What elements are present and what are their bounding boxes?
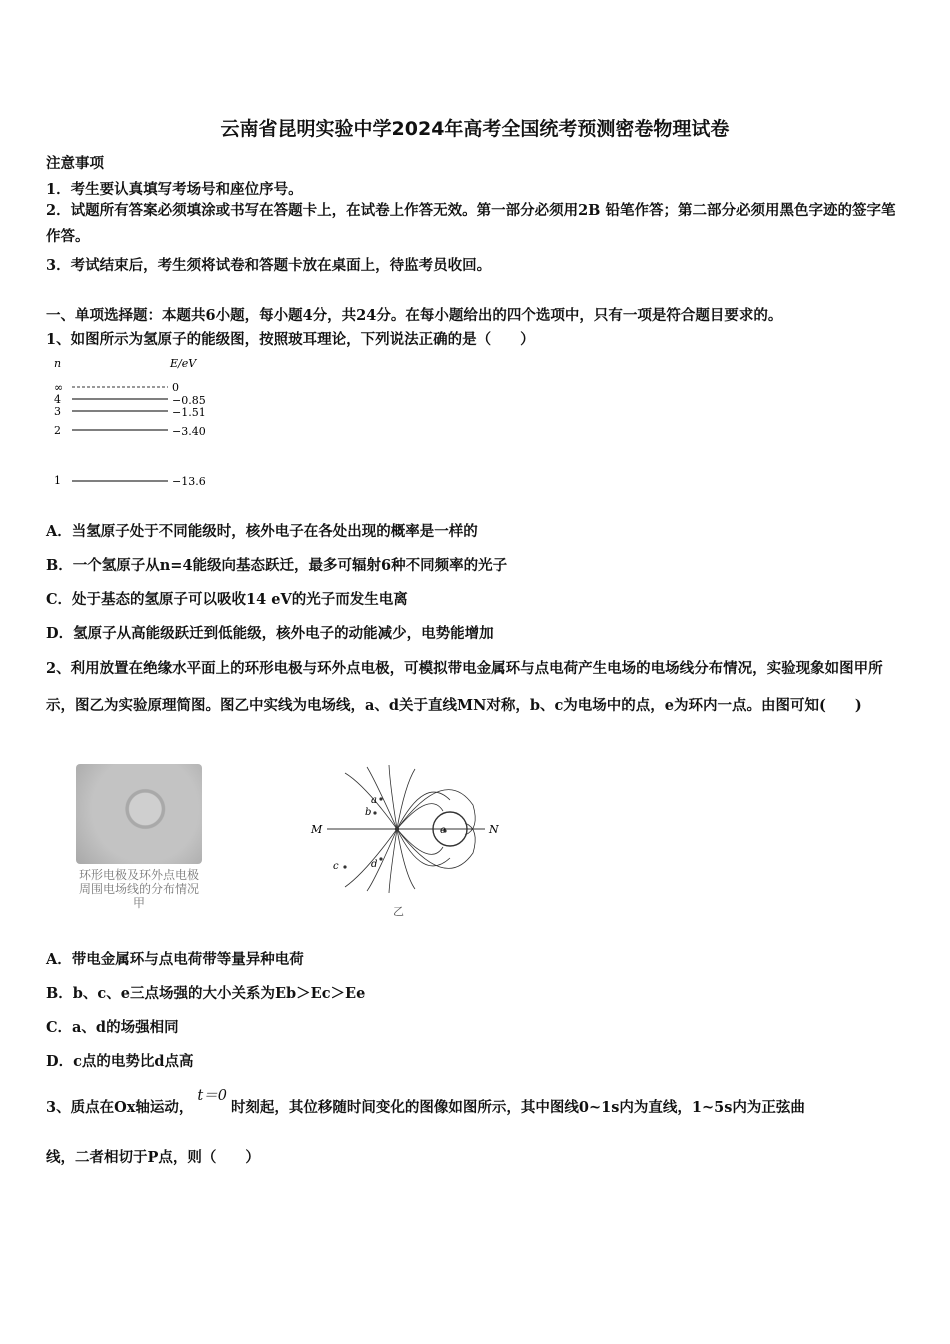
field-line-diagram bbox=[305, 765, 505, 920]
photo-caption bbox=[68, 868, 210, 910]
label-b: b bbox=[365, 807, 372, 818]
label-c: c bbox=[333, 861, 339, 872]
q2-stem: 2、利用放置在绝缘水平面上的环形电极与环外点电极，可模拟带电金属环与点电荷产生电场的电场线分布情况，实验现象如图甲所示，图乙为实验原理简图。图乙中实线为电场线，a、d关于直线MN对称，b、c为电场中的点，e为环内一点。由图可知( ) bbox=[46, 660, 883, 714]
notice-item-1: 1．考生要认真填写考场号和座位序号。 bbox=[46, 181, 303, 198]
point-charge bbox=[395, 827, 399, 831]
n-axis-label: n bbox=[54, 357, 62, 370]
q1-stem: 1、如图所示为氢原子的能级图，按照玻耳理论，下列说法正确的是（ ） bbox=[46, 331, 535, 348]
level-e-4: −0.85 bbox=[172, 394, 206, 407]
level-n-inf: ∞ bbox=[54, 381, 64, 394]
energy-axis-label: E/eV bbox=[170, 357, 197, 370]
level-n-2: 2 bbox=[54, 424, 61, 437]
point-b-dot bbox=[373, 811, 376, 814]
section-heading: 一、单项选择题：本题共6小题，每小题4分，共24分。在每小题给出的四个选项中，只有一项是符合题目要求的。 bbox=[46, 307, 783, 324]
label-m: M bbox=[311, 823, 323, 836]
q3-stem-line-2: 线，二者相切于P点，则（ ） bbox=[46, 1149, 260, 1166]
q1-option-a: A．当氢原子处于不同能级时，核外电子在各处出现的概率是一样的 bbox=[46, 523, 478, 540]
q2-option-c: C．a、d的场强相同 bbox=[46, 1019, 179, 1036]
q3-stem-line-1 bbox=[46, 1088, 805, 1117]
label-n: N bbox=[489, 823, 499, 836]
level-e-3: −1.51 bbox=[172, 406, 206, 419]
q1-option-b: B．一个氢原子从n=4能级向基态跃迁，最多可辐射6种不同频率的光子 bbox=[46, 557, 508, 574]
photo-caption-label: 甲 bbox=[132, 896, 145, 910]
label-e: e bbox=[440, 825, 446, 836]
page-title: 云南省昆明实验中学2024年高考全国统考预测密卷物理试卷 bbox=[220, 118, 730, 140]
level-n-3: 3 bbox=[54, 405, 61, 418]
level-n-4: 4 bbox=[54, 393, 61, 406]
photo-caption-line-2: 周围电场线的分布情况 bbox=[78, 882, 199, 896]
point-c-dot bbox=[343, 865, 346, 868]
q2-option-d: D．c点的电势比d点高 bbox=[46, 1053, 194, 1070]
notice-heading: 注意事项 bbox=[46, 155, 104, 172]
q1-option-c: C．处于基态的氢原子可以吸收14 eV的光子而发生电离 bbox=[46, 591, 408, 608]
point-d-dot bbox=[379, 857, 382, 860]
point-a-dot bbox=[379, 797, 382, 800]
experiment-photo bbox=[68, 764, 210, 914]
energy-level-diagram bbox=[52, 355, 232, 495]
level-n-1: 1 bbox=[54, 474, 61, 487]
photo-caption-line-1: 环形电极及环外点电极 bbox=[78, 868, 199, 882]
q2-option-b: B．b、c、e三点场强的大小关系为Eb＞Ec＞Ee bbox=[46, 985, 366, 1002]
level-e-inf: 0 bbox=[172, 381, 179, 394]
q3-stem-part-b: 时刻起，其位移随时间变化的图像如图所示，其中图线0~1s内为直线，1~5s内为正弦曲 bbox=[230, 1099, 805, 1116]
q2-option-a: A．带电金属环与点电荷带等量异种电荷 bbox=[46, 951, 304, 968]
t-equals-zero: t＝0 bbox=[197, 1088, 227, 1104]
notice-item-3: 3．考试结束后，考生须将试卷和答题卡放在桌面上，待监考员收回。 bbox=[46, 257, 492, 274]
label-a: a bbox=[371, 795, 377, 806]
q1-option-d: D．氢原子从高能级跃迁到低能级，核外电子的动能减少，电势能增加 bbox=[46, 625, 494, 642]
level-e-1: −13.6 bbox=[172, 475, 206, 488]
notice-item-2: 2．试题所有答案必须填涂或书写在答题卡上，在试卷上作答无效。第一部分必须用2B 铅笔作答；第二部分必须用黑色字迹的签字笔作答。 bbox=[46, 202, 896, 245]
level-e-2: −3.40 bbox=[172, 425, 206, 438]
diagram-caption: 乙 bbox=[393, 905, 404, 918]
field-line-photo bbox=[76, 764, 202, 864]
label-d: d bbox=[371, 859, 378, 870]
q3-stem-part-a: 3、质点在Ox轴运动， bbox=[46, 1099, 194, 1116]
